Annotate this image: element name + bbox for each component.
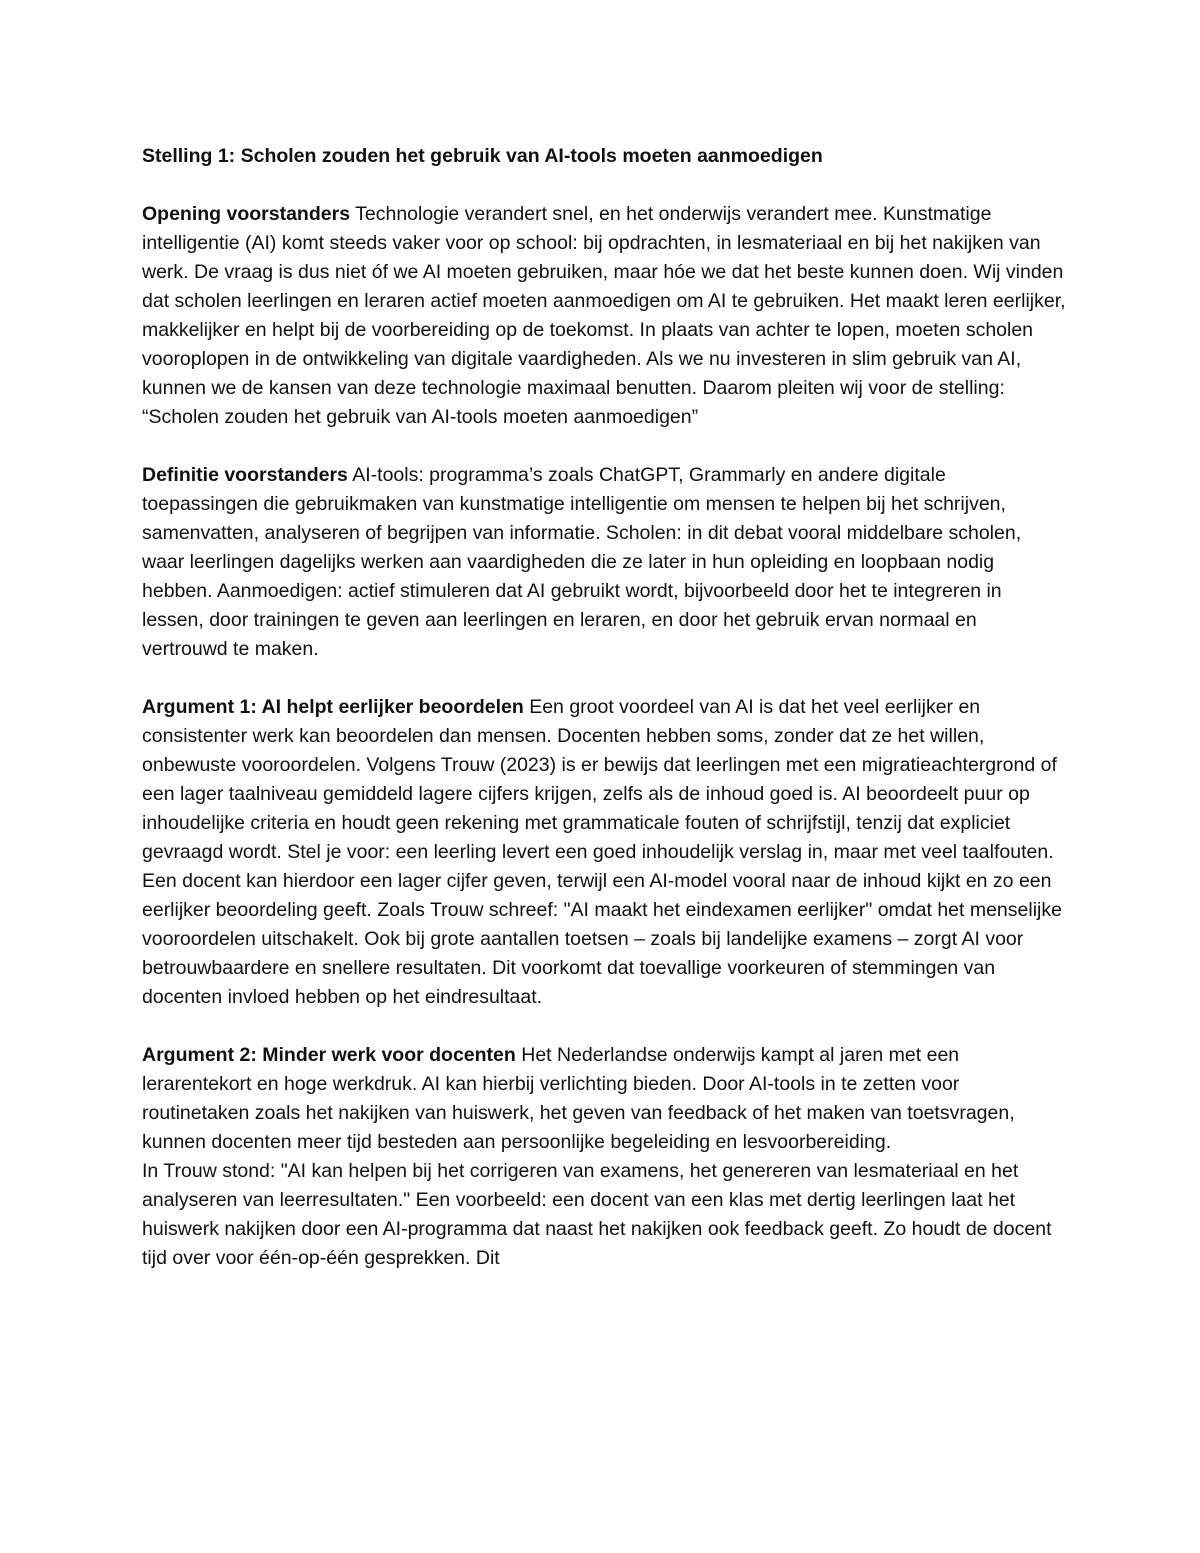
section-heading-opening: Opening voorstanders <box>142 203 351 225</box>
document-page <box>142 142 1067 1273</box>
section-heading-argument-2: Argument 2: Minder werk voor docenten <box>142 1044 516 1066</box>
document-title: Stelling 1: Scholen zouden het gebruik van AI-tools moeten aanmoedigen <box>142 145 823 167</box>
section-argument-1 <box>142 693 1067 1012</box>
section-text-argument-2: Het Nederlandse onderwijs kampt al jaren met een lerarentekort en hoge werkdruk. AI kan hierbij verlichting bieden. Door AI-tools in te zetten voor routinetaken zoals het nakijken van huiswerk, het geven van feedback of het maken van toetsvragen, kunnen docenten meer tijd besteden aan persoonlijke begeleiding en lesvoorbereiding. <box>142 1044 1015 1153</box>
section-text-opening: Technologie verandert snel, en het onderwijs verandert mee. Kunstmatige intelligentie (AI) komt steeds vaker voor op school: bij opdrachten, in lesmateriaal en bij het nakijken van werk. De vraag is dus niet óf we AI moeten gebruiken, maar hóe we dat het beste kunnen doen. Wij vinden dat scholen leerlingen en leraren actief moeten aanmoedigen om AI te gebruiken. Het maakt leren eerlijker, makkelijker en helpt bij de voorbereiding op de toekomst. In plaats van achter te lopen, moeten scholen vooroplopen in de ontwikkeling van digitale vaardigheden. Als we nu investeren in slim gebruik van AI, kunnen we de kansen van deze technologie maximaal benutten. Daarom pleiten wij voor de stelling: “Scholen zouden het gebruik van AI-tools moeten aanmoedigen” <box>142 203 1066 428</box>
section-text-argument-1: Een groot voordeel van AI is dat het veel eerlijker en consistenter werk kan beoordelen dan mensen. Docenten hebben soms, zonder dat ze het willen, onbewuste vooroordelen. Volgens Trouw (2023) is er bewijs dat leerlingen met een migratieachtergrond of een lager taalniveau gemiddeld lagere cijfers krijgen, zelfs als de inhoud goed is. AI beoordeelt puur op inhoudelijke criteria en houdt geen rekening met grammaticale fouten of schrijfstijl, tenzij dat expliciet gevraagd wordt. Stel je voor: een leerling levert een goed inhoudelijk verslag in, maar met veel taalfouten. Een docent kan hierdoor een lager cijfer geven, terwijl een AI-model vooral naar de inhoud kijkt en zo een eerlijker beoordeling geeft. Zoals Trouw schreef: "AI maakt het eindexamen eerlijker" omdat het menselijke vooroordelen uitschakelt. Ook bij grote aantallen toetsen – zoals bij landelijke examens – zorgt AI voor betrouwbaardere en snellere resultaten. Dit voorkomt dat toevallige voorkeuren of stemmingen van docenten invloed hebben op het eindresultaat. <box>142 696 1062 1008</box>
section-argument-2-continuation: In Trouw stond: "AI kan helpen bij het corrigeren van examens, het genereren van lesmateriaal en het analyseren van leerresultaten." Een voorbeeld: een docent van een klas met dertig leerlingen laat het huiswerk nakijken door een AI-programma dat naast het nakijken ook feedback geeft. Zo houdt de docent tijd over voor één-op-één gesprekken. Dit <box>142 1160 1052 1269</box>
section-argument-2 <box>142 1041 1067 1157</box>
section-opening <box>142 200 1067 432</box>
section-heading-argument-1: Argument 1: AI helpt eerlijker beoordelen <box>142 696 524 718</box>
section-heading-definition: Definitie voorstanders <box>142 464 348 486</box>
section-text-definition: AI-tools: programma’s zoals ChatGPT, Grammarly en andere digitale toepassingen die gebruikmaken van kunstmatige intelligentie om mensen te helpen bij het schrijven, samenvatten, analyseren of begrijpen van informatie. Scholen: in dit debat vooral middelbare scholen, waar leerlingen dagelijks werken aan vaardigheden die ze later in hun opleiding en loopbaan nodig hebben. Aanmoedigen: actief stimuleren dat AI gebruikt wordt, bijvoorbeeld door het te integreren in lessen, door trainingen te geven aan leerlingen en leraren, en door het gebruik ervan normaal en vertrouwd te maken. <box>142 464 1022 660</box>
section-definition <box>142 461 1067 664</box>
